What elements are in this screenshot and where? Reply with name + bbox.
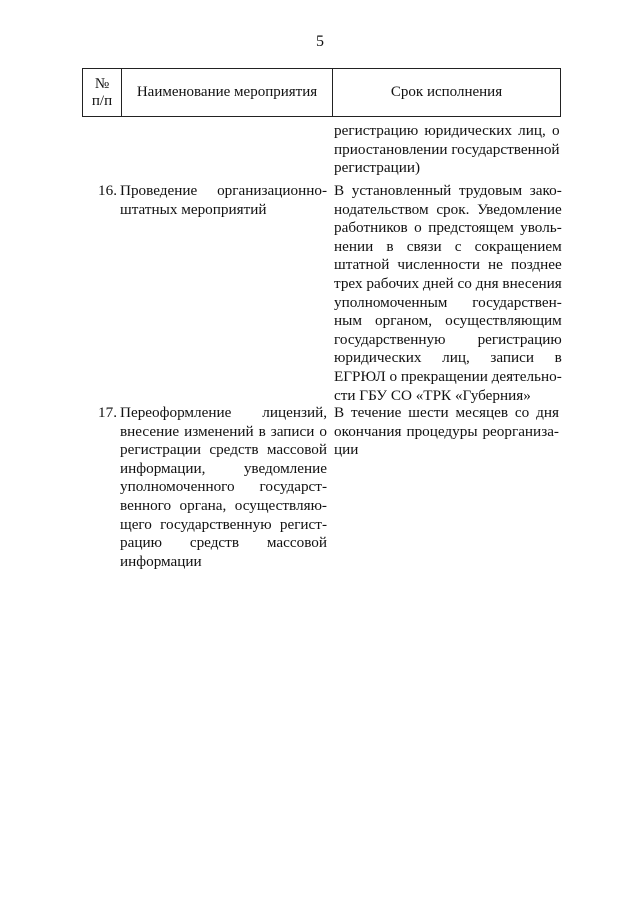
header-number-symbol: № bbox=[94, 75, 110, 92]
header-number-abbr: п/п bbox=[91, 92, 113, 109]
term-line: нодательством срок. Уведомление bbox=[334, 200, 562, 218]
term-line: нении в связи с сокращением bbox=[334, 237, 562, 255]
term-line: работников о предстоящем уволь- bbox=[334, 219, 562, 237]
row-number-cell bbox=[82, 122, 120, 178]
row-number: 16. bbox=[98, 182, 117, 199]
row-term-cell bbox=[331, 404, 561, 571]
term-line: штатной численности не позднее bbox=[334, 256, 562, 274]
table-row bbox=[82, 182, 561, 405]
name-line: штатных мероприятий bbox=[120, 200, 267, 218]
header-name-cell bbox=[121, 69, 332, 116]
table-row bbox=[82, 404, 561, 571]
term-line: государственную регистрацию bbox=[334, 330, 562, 348]
term-line: трех рабочих дней со дня внесения bbox=[334, 274, 562, 292]
header-number-cell bbox=[83, 69, 121, 116]
term-line: окончания процедуры реорганиза- bbox=[334, 422, 559, 440]
row-name-cell bbox=[120, 404, 331, 571]
name-line: регистрации средств массовой bbox=[120, 441, 327, 459]
name-line: венного органа, осуществляю- bbox=[120, 496, 327, 514]
term-line: В течение шести месяцев со дня bbox=[334, 404, 559, 421]
term-line: регистрации) bbox=[334, 159, 421, 177]
header-term-cell bbox=[332, 69, 560, 116]
header-name-label: Наименование мероприятия bbox=[136, 84, 318, 100]
header-term-label: Срок исполнения bbox=[390, 84, 503, 100]
term-line: ЕГРЮЛ о прекращении деятельно- bbox=[334, 367, 562, 385]
term-line: регистрацию юридических лиц, о bbox=[334, 122, 560, 139]
term-line: ным органом, осуществляющим bbox=[334, 312, 562, 330]
table-row-continuation bbox=[82, 122, 561, 178]
page-number: 5 bbox=[316, 33, 324, 50]
name-line: щего государственную регист- bbox=[120, 515, 327, 533]
term-line: приостановлении государственной bbox=[334, 140, 560, 158]
row-name-cell bbox=[120, 182, 331, 405]
name-line: внесение изменений в записи о bbox=[120, 422, 327, 440]
term-line: ции bbox=[334, 441, 359, 459]
name-line: рацию средств массовой bbox=[120, 534, 327, 552]
term-line: В установленный трудовым зако- bbox=[334, 182, 562, 199]
name-line: Переоформление лицензий, bbox=[120, 404, 327, 421]
row-name-cell bbox=[120, 122, 331, 178]
name-line: Проведение организационно- bbox=[120, 182, 327, 199]
row-term-cell bbox=[331, 182, 564, 405]
term-line: уполномоченным государствен- bbox=[334, 293, 562, 311]
term-line: сти ГБУ СО «ТРК «Губерния» bbox=[334, 386, 531, 404]
term-line: юридических лиц, записи в bbox=[334, 349, 562, 367]
name-line: информации bbox=[120, 552, 202, 570]
name-line: уполномоченного государст- bbox=[120, 478, 327, 496]
row-term-cell bbox=[331, 122, 562, 178]
name-line: информации, уведомление bbox=[120, 459, 327, 477]
row-number: 17. bbox=[98, 404, 117, 421]
table-header bbox=[82, 68, 561, 117]
